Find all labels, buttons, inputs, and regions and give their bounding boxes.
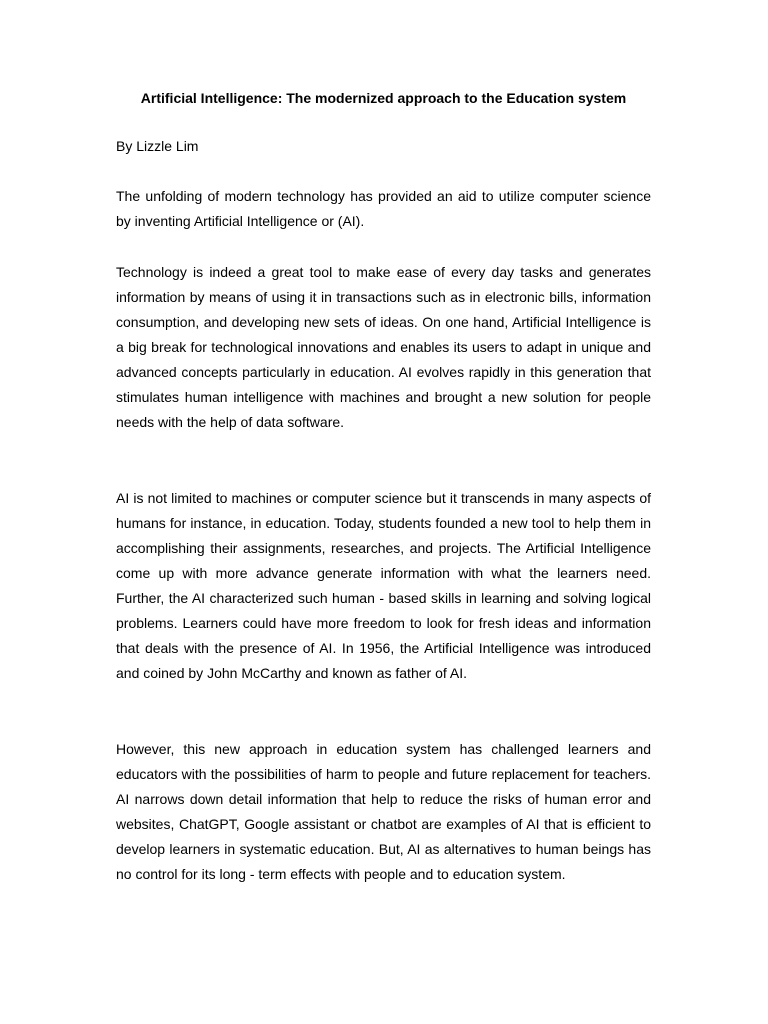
paragraph-technology: Technology is indeed a great tool to make ease of every day tasks and generates information by means of using it in transactions such as in electronic bills, information consumption, and developing new sets of ideas. On one hand, Artificial Intelligence is a big break for technological innovations and enables its users to adapt in unique and advanced concepts particularly in education. AI evolves rapidly in this generation that stimulates human intelligence with machines and brought a new solution for people needs with the help of data software.	[116, 264, 651, 430]
paragraph-intro: The unfolding of modern technology has provided an aid to utilize computer science by inventing Artificial Intelligence or (AI).	[116, 188, 651, 229]
document-title: Artificial Intelligence: The modernized approach to the Education system	[140, 90, 627, 106]
paragraph-challenges: However, this new approach in education system has challenged learners and educators with the possibilities of harm to people and future replacement for teachers. AI narrows down detail information that help to reduce the risks of human error and websites, ChatGPT, Google assistant or chatbot are examples of AI that is efficient to develop learners in systematic education. But, AI as alternatives to human beings has no control for its long - term effects with people and to education system.	[116, 741, 651, 882]
author-byline: By Lizzle Lim	[116, 138, 199, 154]
paragraph-ai-education: AI is not limited to machines or computer science but it transcends in many aspects of humans for instance, in education. Today, students founded a new tool to help them in accomplishing their assignments, researches, and projects. The Artificial Intelligence come up with more advance generate information with what the learners need. Further, the AI characterized such human - based skills in learning and solving logical problems. Learners could have more freedom to look for fresh ideas and information that deals with the presence of AI. In 1956, the Artificial Intelligence was introduced and coined by John McCarthy and known as father of AI.	[116, 490, 651, 681]
